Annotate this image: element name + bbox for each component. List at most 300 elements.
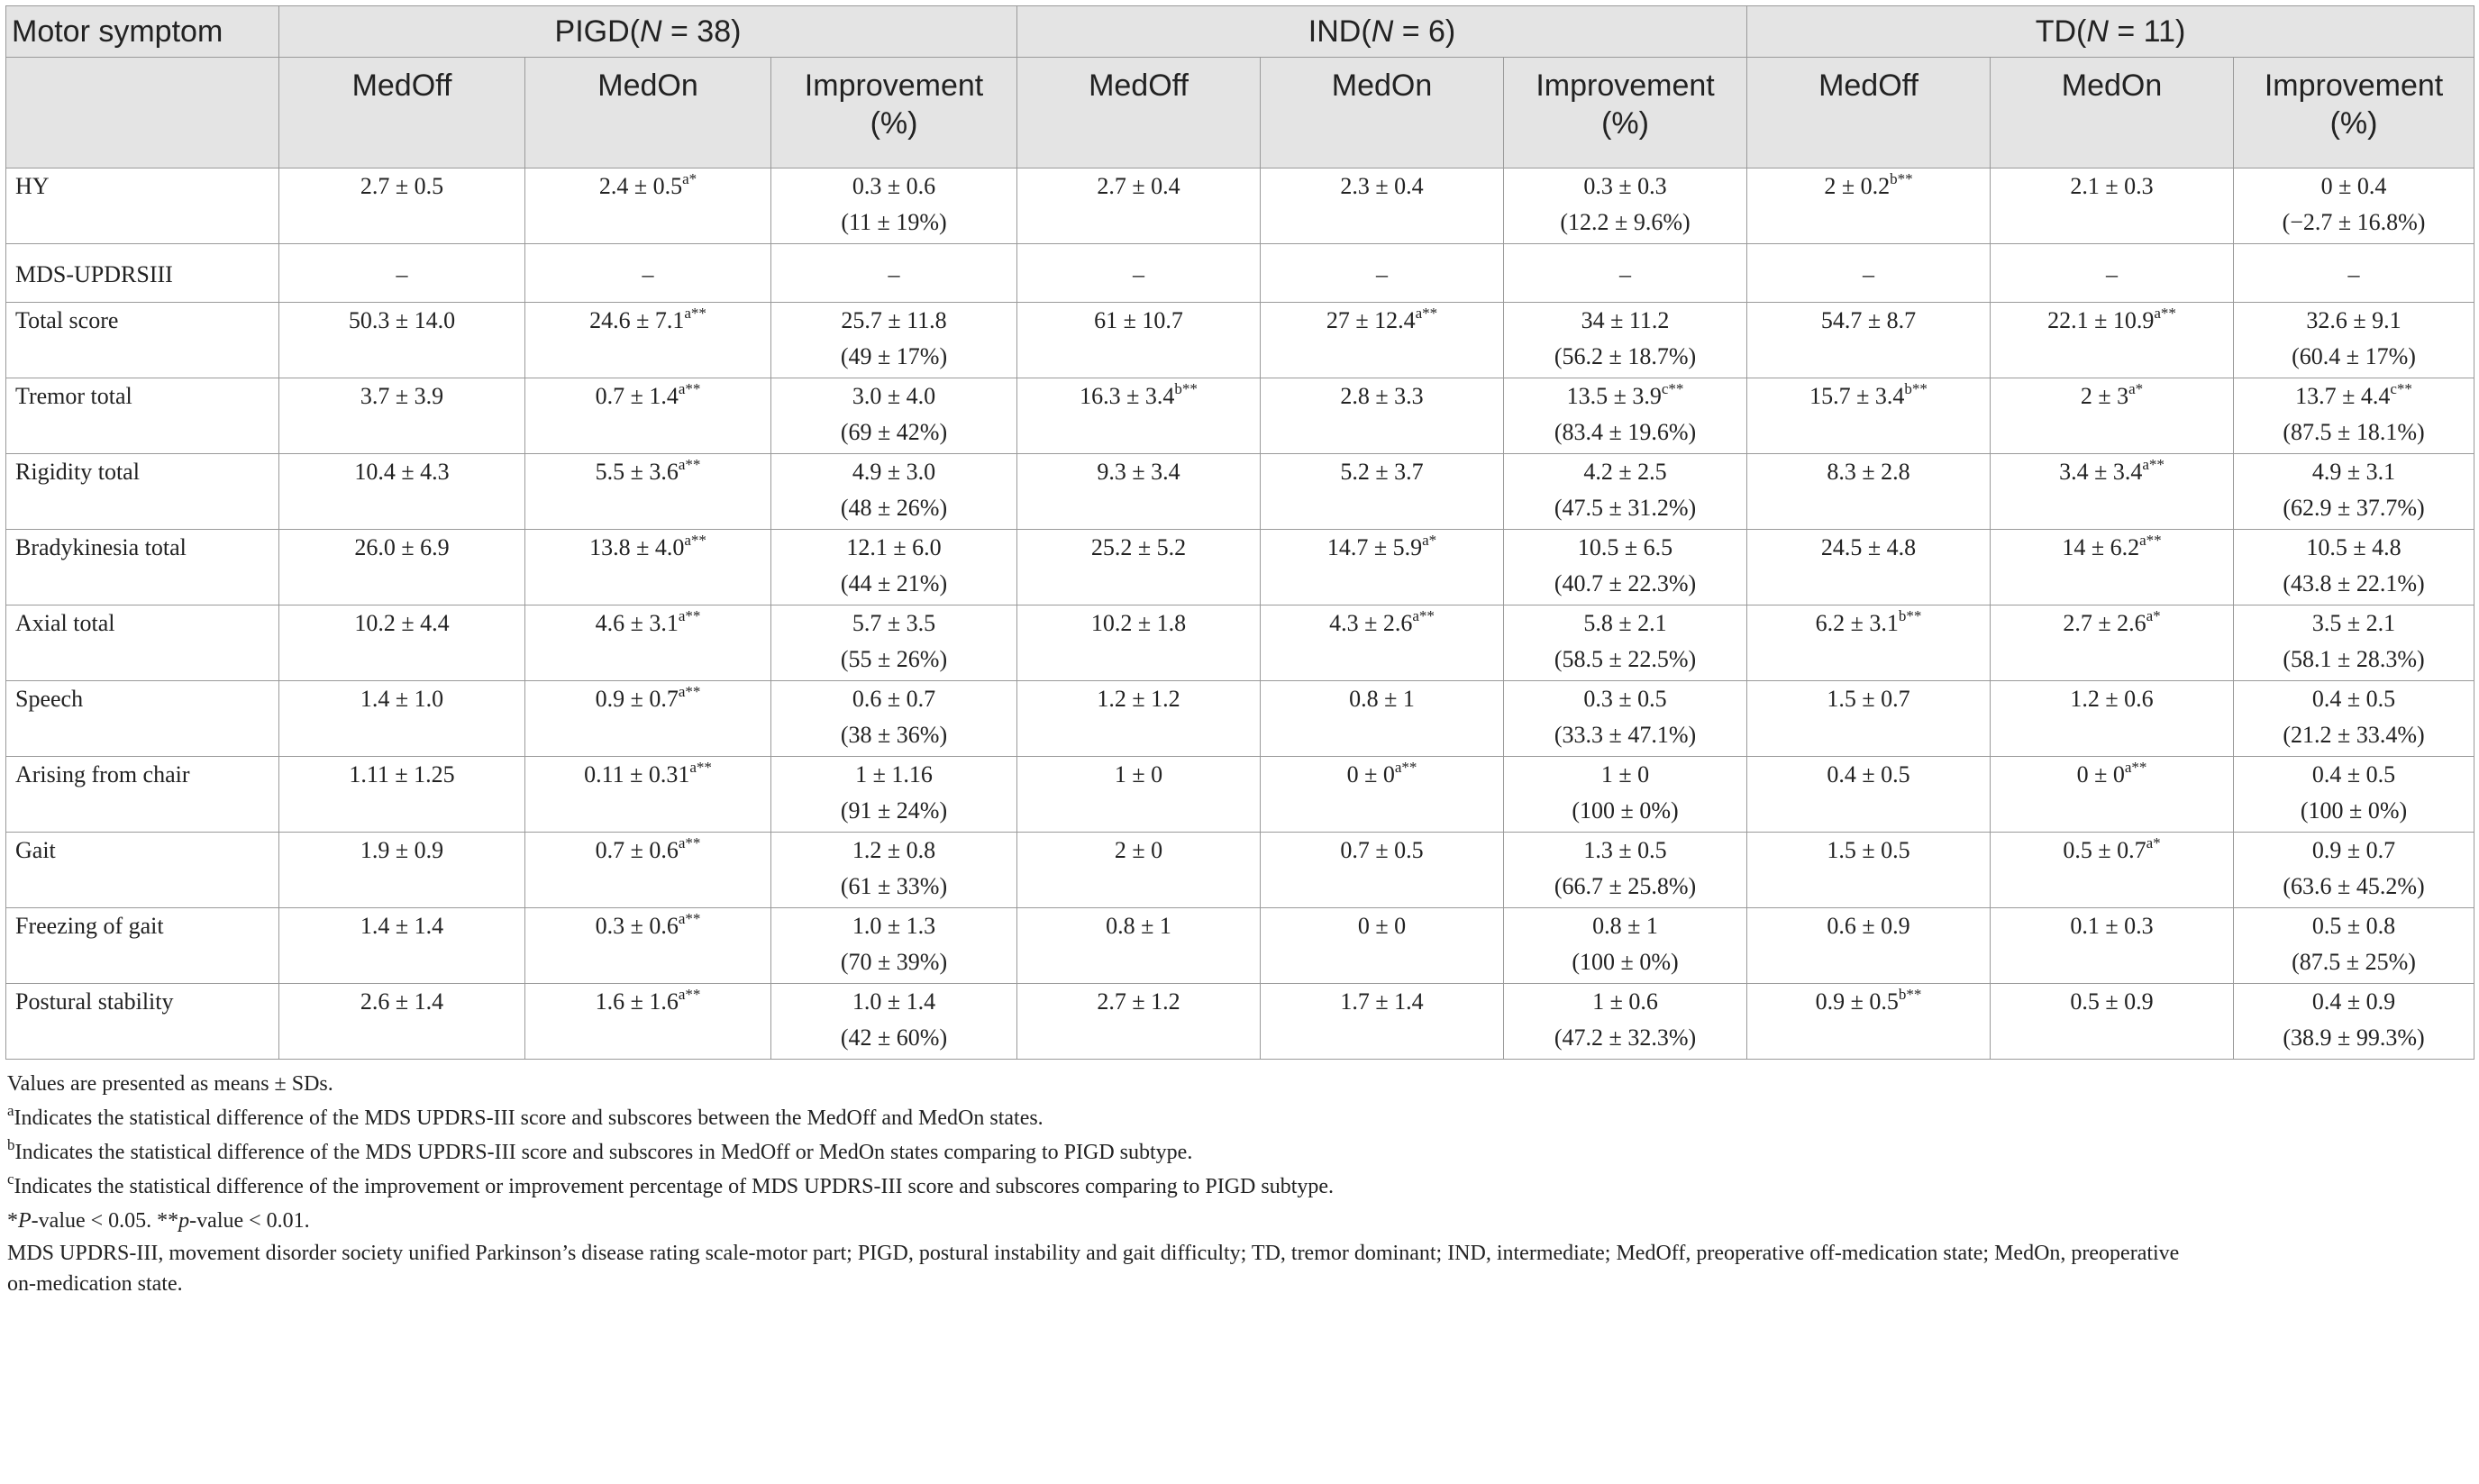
table-cell <box>1747 984 1991 1060</box>
table-cell <box>1504 757 1747 833</box>
header-medon: MedOn <box>1991 58 2234 168</box>
significance-marker: a** <box>684 532 706 550</box>
table-cell <box>1017 833 1261 908</box>
cell-value: 0.4 ± 0.5 <box>2311 761 2396 788</box>
cell-value: – <box>1133 261 1145 287</box>
cell-percentage: (44 ± 21%) <box>840 570 948 596</box>
cell-value: 3.5 ± 2.1 <box>2311 610 2396 636</box>
cell-percentage: (12.2 ± 9.6%) <box>1560 209 1691 235</box>
cell-value: $24.6 \pm 7.1^{a**}$ <box>589 305 706 333</box>
cell-value: $2.4 \pm 0.5^{a*}$ <box>598 170 697 199</box>
table-cell <box>1017 908 1261 984</box>
header-row-groups <box>6 6 2474 58</box>
cell-percentage: (58.5 ± 22.5%) <box>1554 646 1697 672</box>
table-cell <box>1504 605 1747 681</box>
cell-percentage: (100 ± 0%) <box>1572 797 1679 824</box>
table-cell <box>2234 530 2474 605</box>
significance-marker: b** <box>1890 170 1913 188</box>
table-row <box>6 378 2474 454</box>
cell-value: $3.4 \pm 3.4^{a**}$ <box>2059 456 2165 485</box>
cell-value: $0.9 \pm 0.7^{a**}$ <box>595 683 701 712</box>
cell-value: $6.2 \pm 3.1^{b**}$ <box>1815 607 1922 636</box>
table-cell <box>1747 244 1991 303</box>
table-cell <box>1991 303 2234 378</box>
cell-value: 1.2 ± 0.8 <box>852 837 936 863</box>
table-row <box>6 833 2474 908</box>
cell-value: 61 ± 10.7 <box>1094 307 1183 333</box>
cell-value: 2.8 ± 3.3 <box>1340 383 1424 409</box>
cell-percentage: (69 ± 42%) <box>840 419 948 445</box>
cell-value: 0 ± 0.4 <box>2320 173 2387 199</box>
significance-marker: a** <box>1412 607 1435 625</box>
cell-value: 0.5 ± 0.9 <box>2070 988 2154 1015</box>
table-cell <box>1261 378 1504 454</box>
significance-marker: a** <box>678 986 701 1004</box>
table-cell <box>1991 605 2234 681</box>
cell-value: $0.7 \pm 1.4^{a**}$ <box>595 380 701 409</box>
cell-value: 12.1 ± 6.0 <box>846 534 942 560</box>
table-cell <box>1261 681 1504 757</box>
header-motor-symptom: Motor symptom <box>6 6 279 58</box>
table-row <box>6 908 2474 984</box>
table-cell <box>771 757 1017 833</box>
cell-value: 24.5 ± 4.8 <box>1820 534 1917 560</box>
cell-value: 0.4 ± 0.5 <box>2311 686 2396 712</box>
footnote-values: Values are presented as means ± SDs. <box>7 1072 333 1096</box>
footnote-c: $^c$Indicates the statistical difference of the improvement or improvement percentage of MDS UPDRS-III score and subscores comparing to PIGD subtype. <box>7 1170 1335 1198</box>
cell-percentage: (11 ± 19%) <box>841 209 947 235</box>
cell-value: $14.7 \pm 5.9^{a*}$ <box>1326 532 1437 560</box>
cell-percentage: (60.4 ± 17%) <box>2292 343 2416 369</box>
significance-marker: a** <box>689 759 712 777</box>
table-cell <box>771 605 1017 681</box>
table-cell <box>1991 530 2234 605</box>
header-medoff: MedOff <box>1747 58 1991 168</box>
cell-value: $13.7 \pm 4.4^{c**}$ <box>2295 380 2412 409</box>
row-label: Speech <box>6 681 279 757</box>
row-label: Gait <box>6 833 279 908</box>
table-cell <box>1504 454 1747 530</box>
significance-marker: a** <box>678 683 701 701</box>
cell-value: $2.7 \pm 2.6^{a*}$ <box>2063 607 2161 636</box>
table-cell <box>1504 833 1747 908</box>
cell-value: 8.3 ± 2.8 <box>1827 459 1910 485</box>
table-cell <box>1261 908 1504 984</box>
table-cell <box>525 378 771 454</box>
table-cell <box>2234 378 2474 454</box>
table-cell <box>1504 681 1747 757</box>
cell-value: 2.3 ± 0.4 <box>1340 173 1424 199</box>
table-cell <box>1747 757 1991 833</box>
cell-value: 0.4 ± 0.5 <box>1827 761 1910 788</box>
cell-value: $15.7 \pm 3.4^{b**}$ <box>1809 380 1928 409</box>
table-cell <box>525 244 771 303</box>
cell-value: $27 \pm 12.4^{a**}$ <box>1326 305 1438 333</box>
header-medon: MedOn <box>525 58 771 168</box>
row-label: MDS-UPDRSIII <box>6 244 279 303</box>
cell-value: 0.8 ± 1 <box>1592 913 1658 939</box>
cell-value: 1.5 ± 0.7 <box>1827 686 1910 712</box>
table-cell <box>2234 757 2474 833</box>
cell-value: $0 \pm 0^{a**}$ <box>1346 759 1417 788</box>
table-cell <box>1261 303 1504 378</box>
cell-value: 1 ± 0.6 <box>1592 988 1658 1015</box>
table-cell <box>525 168 771 244</box>
cell-value: $0 \pm 0^{a**}$ <box>2076 759 2147 788</box>
cell-value: 1.11 ± 1.25 <box>349 761 455 788</box>
table-cell <box>1747 454 1991 530</box>
significance-marker: a** <box>2139 532 2162 550</box>
cell-percentage: (38 ± 36%) <box>840 722 948 748</box>
significance-marker: a* <box>2128 380 2144 398</box>
cell-percentage: (38.9 ± 99.3%) <box>2283 1024 2425 1051</box>
table-cell <box>771 303 1017 378</box>
table-cell <box>1747 168 1991 244</box>
cell-value: 10.2 ± 4.4 <box>354 610 450 636</box>
header-improvement: Improvement (%) <box>1504 58 1747 168</box>
cell-value: 4.9 ± 3.0 <box>852 459 936 485</box>
cell-value: 2.7 ± 0.5 <box>360 173 444 199</box>
table-cell <box>1504 378 1747 454</box>
table-cell <box>1261 757 1504 833</box>
cell-value: 0.8 ± 1 <box>1106 913 1171 939</box>
significance-marker: b** <box>1898 986 1922 1004</box>
significance-marker: a** <box>678 607 701 625</box>
table-cell <box>279 168 525 244</box>
table-cell <box>1017 605 1261 681</box>
cell-percentage: (−2.7 ± 16.8%) <box>2282 209 2426 235</box>
header-medoff: MedOff <box>1017 58 1261 168</box>
cell-percentage: (33.3 ± 47.1%) <box>1554 722 1697 748</box>
table-cell <box>771 378 1017 454</box>
cell-percentage: (58.1 ± 28.3%) <box>2283 646 2425 672</box>
cell-value: – <box>642 261 654 287</box>
cell-value: 0.6 ± 0.7 <box>852 686 936 712</box>
table-cell <box>771 984 1017 1060</box>
cell-percentage: (56.2 ± 18.7%) <box>1554 343 1697 369</box>
cell-value: 1.4 ± 1.0 <box>360 686 444 712</box>
cell-value: – <box>396 261 408 287</box>
cell-value: $0.9 \pm 0.5^{b**}$ <box>1815 986 1922 1015</box>
table-row <box>6 984 2474 1060</box>
significance-marker: a** <box>1394 759 1417 777</box>
cell-value: 0.7 ± 0.5 <box>1340 837 1424 863</box>
footnote-pvalue: *P-value < 0.05. **p-value < 0.01. <box>7 1209 310 1233</box>
table-cell <box>1991 984 2234 1060</box>
cell-percentage: (40.7 ± 22.3%) <box>1554 570 1697 596</box>
significance-marker: a** <box>684 305 706 323</box>
table-cell <box>1747 908 1991 984</box>
table-cell <box>279 833 525 908</box>
cell-value: – <box>1863 261 1875 287</box>
table-cell <box>1261 605 1504 681</box>
table-cell <box>771 244 1017 303</box>
significance-marker: a** <box>2154 305 2176 323</box>
table-cell <box>279 605 525 681</box>
significance-marker: a** <box>678 456 701 474</box>
table-cell <box>771 833 1017 908</box>
cell-percentage: (43.8 ± 22.1%) <box>2283 570 2425 596</box>
table-cell <box>525 530 771 605</box>
cell-value: $22.1 \pm 10.9^{a**}$ <box>2047 305 2176 333</box>
table-cell <box>525 303 771 378</box>
cell-value: $16.3 \pm 3.4^{b**}$ <box>1080 380 1198 409</box>
cell-value: $0.11 \pm 0.31^{a**}$ <box>584 759 712 788</box>
significance-marker: a** <box>678 834 701 852</box>
cell-value: 10.5 ± 6.5 <box>1577 534 1673 560</box>
table-cell <box>2234 681 2474 757</box>
table-cell <box>771 681 1017 757</box>
footnote-abbreviations: MDS UPDRS-III, movement disorder society unified Parkinson’s disease rating scale-motor part; PIGD, postural instability and gait difficulty; TD, tremor dominant; IND, intermediate; MedOff, preoperative off-medication state; MedOn, preoperative on-medication state. <box>7 1242 2180 1296</box>
row-label: HY <box>6 168 279 244</box>
significance-marker: c** <box>1661 380 1684 398</box>
table-cell <box>1017 378 1261 454</box>
cell-value: $13.5 \pm 3.9^{c**}$ <box>1566 380 1684 409</box>
cell-value: 1 ± 1.16 <box>855 761 933 788</box>
header-improvement: Improvement (%) <box>2234 58 2474 168</box>
cell-percentage: (62.9 ± 37.7%) <box>2283 495 2425 521</box>
cell-value: 3.0 ± 4.0 <box>852 383 936 409</box>
significance-marker: a* <box>2146 834 2161 852</box>
cell-value: 10.5 ± 4.8 <box>2306 534 2402 560</box>
table-cell <box>279 530 525 605</box>
cell-value: 10.2 ± 1.8 <box>1090 610 1187 636</box>
table-row <box>6 244 2474 303</box>
cell-value: 0.3 ± 0.6 <box>852 173 936 199</box>
table-cell <box>1017 303 1261 378</box>
cell-value: 0.5 ± 0.8 <box>2311 913 2396 939</box>
cell-value: – <box>1619 261 1632 287</box>
cell-percentage: (48 ± 26%) <box>840 495 948 521</box>
cell-value: 0.1 ± 0.3 <box>2070 913 2154 939</box>
row-label: Total score <box>6 303 279 378</box>
cell-value: $4.3 \pm 2.6^{a**}$ <box>1329 607 1435 636</box>
table-row <box>6 530 2474 605</box>
table-header <box>6 6 2474 168</box>
table-cell <box>771 168 1017 244</box>
cell-value: – <box>2347 261 2360 287</box>
cell-percentage: (42 ± 60%) <box>840 1024 948 1051</box>
cell-percentage: (83.4 ± 19.6%) <box>1554 419 1697 445</box>
table-row <box>6 168 2474 244</box>
table-row <box>6 757 2474 833</box>
table-cell <box>2234 833 2474 908</box>
header-empty <box>6 58 279 168</box>
cell-value: $14 \pm 6.2^{a**}$ <box>2062 532 2162 560</box>
cell-percentage: (87.5 ± 25%) <box>2292 949 2416 975</box>
table-cell <box>279 908 525 984</box>
table-cell <box>1991 908 2234 984</box>
table-cell <box>279 303 525 378</box>
table-row <box>6 605 2474 681</box>
significance-marker: a** <box>2142 456 2165 474</box>
cell-percentage: (47.2 ± 32.3%) <box>1554 1024 1697 1051</box>
cell-value: $2 \pm 0.2^{b**}$ <box>1824 170 1913 199</box>
table-cell <box>1017 168 1261 244</box>
cell-percentage: (61 ± 33%) <box>840 873 948 899</box>
cell-value: 2.1 ± 0.3 <box>2070 173 2154 199</box>
cell-value: 54.7 ± 8.7 <box>1820 307 1917 333</box>
cell-value: 1.4 ± 1.4 <box>360 913 444 939</box>
cell-value: 0.8 ± 1 <box>1349 686 1415 712</box>
significance-marker: a* <box>2146 607 2161 625</box>
table-cell <box>525 908 771 984</box>
cell-value: 10.4 ± 4.3 <box>354 459 450 485</box>
table-cell <box>279 244 525 303</box>
cell-percentage: (47.5 ± 31.2%) <box>1554 495 1697 521</box>
cell-value: $2 \pm 3^{a*}$ <box>2080 380 2144 409</box>
motor-symptom-table <box>5 5 2474 1060</box>
table-cell <box>1261 984 1504 1060</box>
table-cell <box>1747 605 1991 681</box>
table-cell <box>771 530 1017 605</box>
table-cell <box>525 681 771 757</box>
cell-value: $5.5 \pm 3.6^{a**}$ <box>595 456 701 485</box>
header-group-td: TD(N = 11) <box>1747 6 2474 58</box>
table-row <box>6 454 2474 530</box>
table-cell <box>1504 530 1747 605</box>
significance-marker: c** <box>2390 380 2412 398</box>
cell-percentage: (100 ± 0%) <box>2300 797 2408 824</box>
cell-value: 5.8 ± 2.1 <box>1583 610 1667 636</box>
table-cell <box>525 605 771 681</box>
table-row <box>6 303 2474 378</box>
cell-value: 3.7 ± 3.9 <box>360 383 444 409</box>
cell-value: – <box>888 261 900 287</box>
table-cell <box>279 378 525 454</box>
table-cell <box>2234 605 2474 681</box>
cell-value: 50.3 ± 14.0 <box>348 307 456 333</box>
table-cell <box>1991 244 2234 303</box>
table-cell <box>1261 530 1504 605</box>
table-cell <box>1017 530 1261 605</box>
row-label: Postural stability <box>6 984 279 1060</box>
cell-value: 1.3 ± 0.5 <box>1583 837 1667 863</box>
cell-value: 1.2 ± 1.2 <box>1097 686 1180 712</box>
cell-value: 1.9 ± 0.9 <box>360 837 444 863</box>
cell-value: 1.2 ± 0.6 <box>2070 686 2154 712</box>
cell-value: $13.8 \pm 4.0^{a**}$ <box>589 532 706 560</box>
table-cell <box>1747 530 1991 605</box>
table-cell <box>1991 833 2234 908</box>
table-cell <box>2234 454 2474 530</box>
cell-percentage: (21.2 ± 33.4%) <box>2283 722 2425 748</box>
table-cell <box>1991 454 2234 530</box>
table-cell <box>771 454 1017 530</box>
significance-marker: a** <box>1415 305 1438 323</box>
cell-percentage: (63.6 ± 45.2%) <box>2283 873 2425 899</box>
cell-value: – <box>2106 261 2119 287</box>
cell-percentage: (91 ± 24%) <box>840 797 948 824</box>
cell-value: 0.6 ± 0.9 <box>1827 913 1910 939</box>
table-row <box>6 681 2474 757</box>
cell-value: $0.3 \pm 0.6^{a**}$ <box>595 910 701 939</box>
table-cell <box>1504 168 1747 244</box>
table-cell <box>1261 244 1504 303</box>
cell-value: 1.7 ± 1.4 <box>1340 988 1424 1015</box>
table-cell <box>1991 757 2234 833</box>
table-container <box>5 5 2474 1299</box>
table-cell <box>1017 244 1261 303</box>
table-cell <box>1017 454 1261 530</box>
cell-percentage: (87.5 ± 18.1%) <box>2283 419 2425 445</box>
cell-percentage: (66.7 ± 25.8%) <box>1554 873 1697 899</box>
cell-value: 2.7 ± 0.4 <box>1097 173 1180 199</box>
cell-value: 2 ± 0 <box>1114 837 1163 863</box>
cell-percentage: (55 ± 26%) <box>840 646 948 672</box>
row-label: Arising from chair <box>6 757 279 833</box>
cell-value: 1.0 ± 1.3 <box>852 913 936 939</box>
footnote-a: $^a$Indicates the statistical difference of the MDS UPDRS-III score and subscores between the MedOff and MedOn states. <box>7 1102 1044 1130</box>
cell-percentage: (49 ± 17%) <box>840 343 948 369</box>
table-body <box>6 168 2474 1060</box>
table-cell <box>2234 303 2474 378</box>
table-cell <box>1261 168 1504 244</box>
header-improvement: Improvement (%) <box>771 58 1017 168</box>
cell-value: 1.0 ± 1.4 <box>852 988 936 1015</box>
table-cell <box>1017 984 1261 1060</box>
row-label: Tremor total <box>6 378 279 454</box>
cell-value: 2.7 ± 1.2 <box>1097 988 1180 1015</box>
table-cell <box>1504 244 1747 303</box>
table-cell <box>1991 168 2234 244</box>
significance-marker: a** <box>678 910 701 928</box>
cell-value: 2.6 ± 1.4 <box>360 988 444 1015</box>
table-cell <box>1504 303 1747 378</box>
cell-percentage: (100 ± 0%) <box>1572 949 1679 975</box>
table-cell <box>279 757 525 833</box>
header-medon: MedOn <box>1261 58 1504 168</box>
significance-marker: a** <box>678 380 701 398</box>
row-label: Freezing of gait <box>6 908 279 984</box>
table-cell <box>525 833 771 908</box>
cell-value: $0.7 \pm 0.6^{a**}$ <box>595 834 701 863</box>
cell-value: 4.9 ± 3.1 <box>2311 459 2396 485</box>
row-label: Axial total <box>6 605 279 681</box>
table-cell <box>1747 833 1991 908</box>
cell-percentage: (70 ± 39%) <box>840 949 948 975</box>
table-cell <box>2234 244 2474 303</box>
footnote-b: $^b$Indicates the statistical difference of the MDS UPDRS-III score and subscores in MedOff or MedOn states comparing to PIGD subtype. <box>7 1136 1193 1164</box>
cell-value: 25.7 ± 11.8 <box>841 307 947 333</box>
table-cell <box>1991 681 2234 757</box>
table-cell <box>279 454 525 530</box>
table-cell <box>1017 757 1261 833</box>
cell-value: 25.2 ± 5.2 <box>1090 534 1187 560</box>
significance-marker: a** <box>2124 759 2147 777</box>
header-medoff: MedOff <box>279 58 525 168</box>
significance-marker: b** <box>1898 607 1922 625</box>
table-cell <box>2234 984 2474 1060</box>
table-cell <box>1017 681 1261 757</box>
header-group-ind: IND(N = 6) <box>1017 6 1747 58</box>
table-cell <box>279 984 525 1060</box>
cell-value: 26.0 ± 6.9 <box>354 534 450 560</box>
row-label: Bradykinesia total <box>6 530 279 605</box>
cell-value: 1.5 ± 0.5 <box>1827 837 1910 863</box>
table-cell <box>1261 454 1504 530</box>
cell-value: – <box>1376 261 1389 287</box>
table-cell <box>771 908 1017 984</box>
footnotes <box>5 1067 2474 1299</box>
table-cell <box>279 681 525 757</box>
header-row-sub <box>6 58 2474 168</box>
cell-value: 1 ± 0 <box>1114 761 1163 788</box>
cell-value: $4.6 \pm 3.1^{a**}$ <box>595 607 701 636</box>
cell-value: 32.6 ± 9.1 <box>2306 307 2402 333</box>
cell-value: 9.3 ± 3.4 <box>1097 459 1180 485</box>
header-group-pigd: PIGD(N = 38) <box>279 6 1017 58</box>
